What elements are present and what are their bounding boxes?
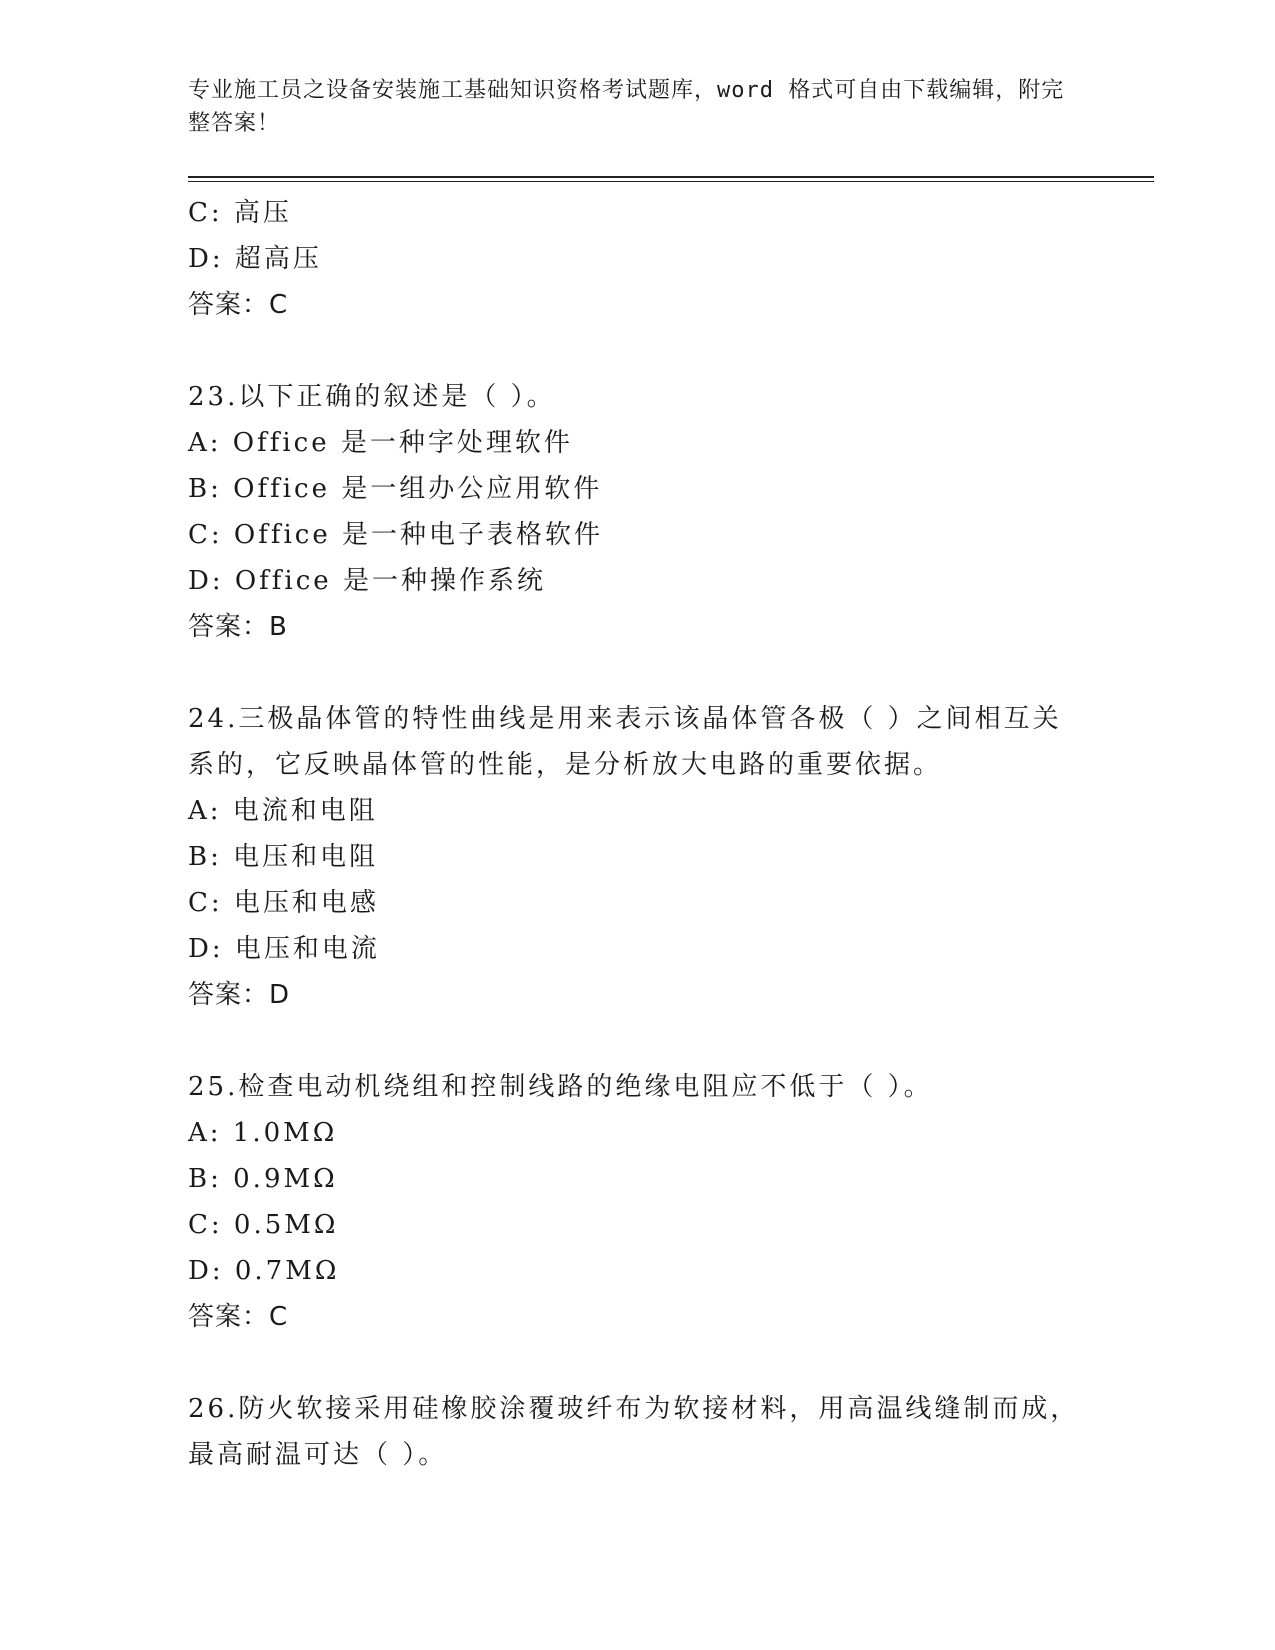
answer-line: 答案：B [188,612,288,642]
option-a: A: 1.0MΩ [188,1118,338,1148]
header-rule-thin [188,181,1154,182]
option-b: B: 0.9MΩ [188,1164,338,1194]
question-gap [188,1018,1088,1064]
option-a: A: 电流和电阻 [188,796,378,826]
option-d: D: 电压和电流 [188,934,380,964]
question-stem: 23.以下正确的叙述是（ ）。 [188,382,556,412]
question-content [188,190,1088,1478]
option-d: D: 超高压 [188,244,322,274]
option-c: C: 高压 [188,198,292,228]
document-header: 专业施工员之设备安装施工基础知识资格考试题库，word 格式可自由下载编辑，附完整答案！ [188,78,1065,136]
answer-line: 答案：C [188,1302,289,1332]
question-24 [188,696,1088,1018]
question-23 [188,374,1088,650]
option-d: D: 0.7MΩ [188,1256,340,1286]
question-26 [188,1386,1088,1478]
question-stem: 25.检查电动机绕组和控制线路的绝缘电阻应不低于（ ）。 [188,1072,933,1102]
question-gap [188,1340,1088,1386]
answer-line: 答案：D [188,980,291,1010]
option-b: B: Office 是一组办公应用软件 [188,474,603,504]
header-rule-thick [188,176,1154,178]
question-stem-line1: 24.三极晶体管的特性曲线是用来表示该晶体管各极（ ）之间相互关 [188,704,1062,734]
previous-question-tail [188,190,1088,328]
option-a: A: Office 是一种字处理软件 [188,428,573,458]
question-stem-line2: 最高耐温可达（ ）。 [188,1440,448,1470]
question-stem-line2: 系的，它反映晶体管的性能，是分析放大电路的重要依据。 [188,750,943,780]
question-25 [188,1064,1088,1340]
option-c: C: Office 是一种电子表格软件 [188,520,604,550]
option-d: D: Office 是一种操作系统 [188,566,546,596]
option-c: C: 0.5MΩ [188,1210,339,1240]
question-gap [188,328,1088,374]
answer-line: 答案：C [188,290,289,320]
option-c: C: 电压和电感 [188,888,379,918]
question-stem-line1: 26.防火软接采用硅橡胶涂覆玻纤布为软接材料，用高温线缝制而成， [188,1394,1080,1424]
option-b: B: 电压和电阻 [188,842,379,872]
question-gap [188,650,1088,696]
